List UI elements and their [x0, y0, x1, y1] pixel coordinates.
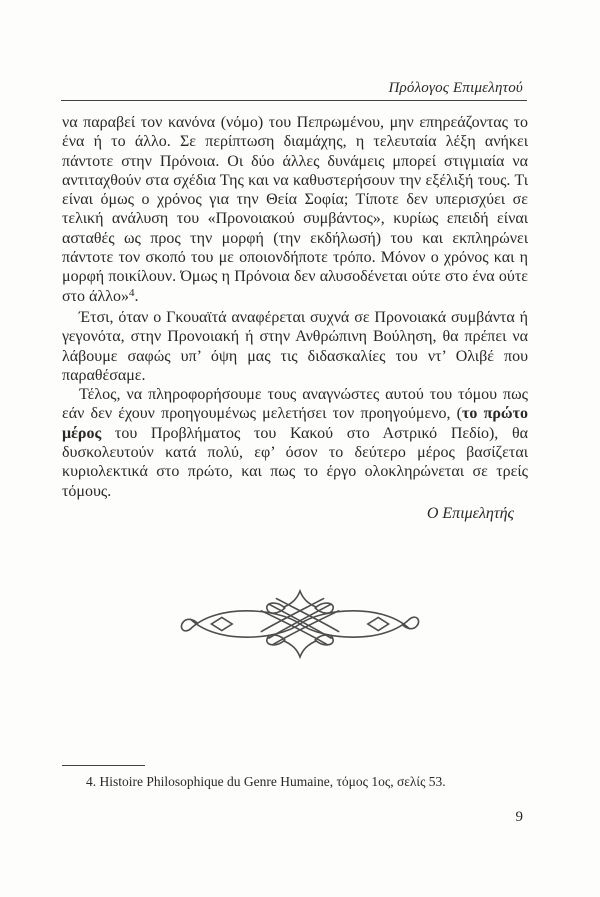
header-rule	[61, 100, 527, 101]
paragraph	[62, 113, 528, 308]
paragraph	[62, 308, 528, 385]
footnote-rule	[62, 765, 145, 766]
paragraph	[62, 385, 528, 501]
text-segment: Τέλος, να πληροφορήσουμε τους αναγνώστες αυτού του τόμου πως εάν δεν έχουν προηγουμένως μελετήσει τον προηγούμενο, (	[62, 386, 528, 423]
text-segment: το πρώτο μέρος	[62, 405, 528, 442]
footnote-reference: 4	[128, 286, 135, 299]
text-segment: του Προβλήματος του Κακού στο Αστρικό Πεδίο), θα δυσκολευτούν κατά πολύ, εφ’ όσον το δεύτερο μέρος βασίζεται κυριολεκτικά στο πρώτο, και πως το έργο ολοκληρώνεται σε τρείς τόμους.	[62, 424, 528, 500]
page-number: 9	[515, 809, 523, 825]
calligraphic-flourish-ornament-icon	[178, 588, 423, 660]
text-segment: Έτσι, όταν ο Γκουαϊτά αναφέρεται συχνά σε Προνοιακά συμβάντα ή γεγονότα, στην Προνοιακή ή στην Ανθρώπινη Βούληση, θα πρέπει να λάβουμε σαφώς υπ’ όψη μας τις διδασκαλίες του ντ’ Ολιβέ που παραθέσαμε.	[62, 308, 528, 384]
text-segment: να παραβεί τον κανόνα (νόμο) του Πεπρωμένου, μην επηρεάζοντας το ένα ή το άλλο. Σε περίπτωση διαμάχης, η τελευταία λέξη ανήκει πάντοτε στην Πρόνοια. Οι δύο άλλες δυνάμεις μπορεί στιγμιαία να αντιταχθούν στα σχέδια Της και να καθυστερήσουν την εξέλιξή τους. Τι είναι όμως ο χρόνος για την Θεία Σοφία; Τίποτε δεν υπερισχύει σε τελική ανάλυση του «Προνοιακού συμβάντος», κυρίως επειδή είναι ασταθές ως προς την μορφή (την εκδήλωσή) του και εκπληρώνει πάντοτε τον σκοπό του με οποιονδήποτε τρόπο. Μόνον ο χρόνος και η μορφή ποικίλουν. Όμως η Πρόνοια δεν αλυσοδένεται ούτε στο ένα ούτε στο άλλο»	[62, 114, 528, 305]
text-segment: .	[134, 287, 139, 305]
body-text	[62, 113, 528, 501]
signature: Ο Επιμελητής	[426, 505, 514, 522]
footnote: 4. Histoire Philosophique du Genre Humaine, τόμος 1ος, σελίς 53.	[86, 774, 446, 789]
running-header: Πρόλογος Επιμελητού	[388, 80, 523, 96]
